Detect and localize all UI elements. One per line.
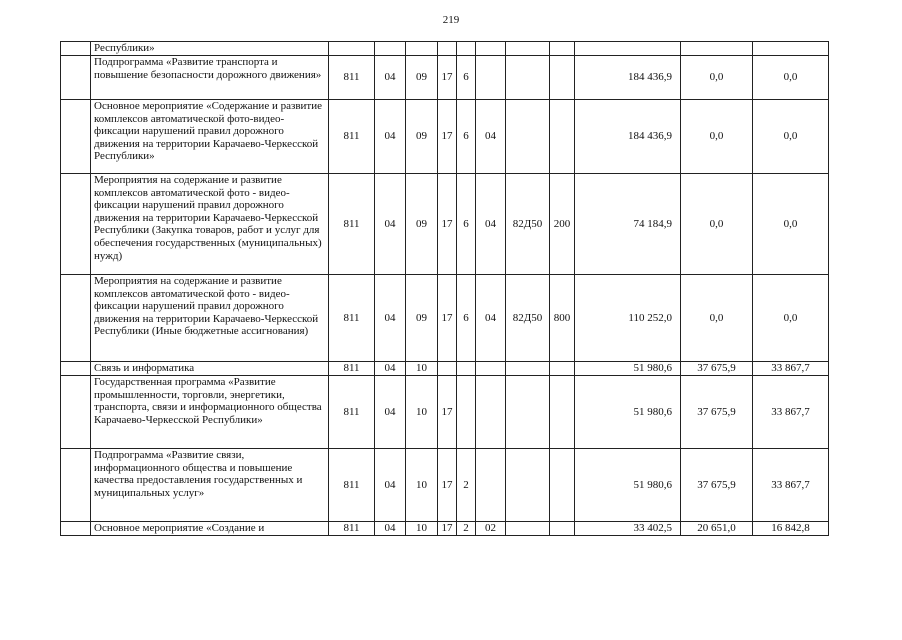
table-row	[61, 100, 829, 174]
code-subprogram	[457, 362, 476, 376]
amount-year-1: 184 436,9	[575, 56, 681, 100]
code-expense-type	[550, 100, 575, 174]
table-row	[61, 362, 829, 376]
row-name: Мероприятия на содержание и развитие комплексов автоматической фото - видео-фиксации нарушений правил дорожного движения на территории Карачаево-Черкесской Республики (Иные бюджетные ассигнования)	[91, 275, 329, 362]
code-event: 04	[476, 275, 506, 362]
table-row	[61, 522, 829, 536]
code-podrazdel: 10	[406, 362, 438, 376]
code-razdel: 04	[375, 449, 406, 522]
row-index-cell	[61, 174, 91, 275]
row-name: Республики»	[91, 42, 329, 56]
row-index-cell	[61, 522, 91, 536]
row-index-cell	[61, 42, 91, 56]
row-index-cell	[61, 376, 91, 449]
row-name: Государственная программа «Развитие промышленности, торговли, энергетики, транспорта, связи и информационного общества Карачаево-Черкесской Республики»	[91, 376, 329, 449]
amount-year-3: 0,0	[753, 56, 829, 100]
code-event	[476, 376, 506, 449]
row-name: Связь и информатика	[91, 362, 329, 376]
code-program: 17	[438, 100, 457, 174]
code-expense-type	[550, 42, 575, 56]
code-podrazdel: 10	[406, 449, 438, 522]
amount-year-3: 33 867,7	[753, 362, 829, 376]
code-razdel: 04	[375, 275, 406, 362]
code-direction	[506, 42, 550, 56]
row-name: Подпрограмма «Развитие связи, информационного общества и повышение качества предоставления государственных и муниципальных услуг»	[91, 449, 329, 522]
code-event: 04	[476, 174, 506, 275]
table-row	[61, 376, 829, 449]
code-program: 17	[438, 449, 457, 522]
amount-year-1: 110 252,0	[575, 275, 681, 362]
amount-year-2: 37 675,9	[681, 449, 753, 522]
amount-year-3: 0,0	[753, 275, 829, 362]
code-podrazdel: 09	[406, 56, 438, 100]
amount-year-3	[753, 42, 829, 56]
row-name: Подпрограмма «Развитие транспорта и повышение безопасности дорожного движения»	[91, 56, 329, 100]
code-vedomstvo: 811	[329, 174, 375, 275]
row-index-cell	[61, 100, 91, 174]
code-direction	[506, 522, 550, 536]
amount-year-2: 37 675,9	[681, 362, 753, 376]
table-row	[61, 174, 829, 275]
code-program: 17	[438, 56, 457, 100]
row-index-cell	[61, 449, 91, 522]
code-subprogram: 6	[457, 174, 476, 275]
amount-year-2: 20 651,0	[681, 522, 753, 536]
amount-year-1: 51 980,6	[575, 362, 681, 376]
amount-year-1: 184 436,9	[575, 100, 681, 174]
code-direction	[506, 362, 550, 376]
row-index-cell	[61, 275, 91, 362]
code-subprogram: 2	[457, 449, 476, 522]
code-program: 17	[438, 275, 457, 362]
code-event: 02	[476, 522, 506, 536]
code-razdel: 04	[375, 522, 406, 536]
code-razdel: 04	[375, 56, 406, 100]
code-subprogram: 2	[457, 522, 476, 536]
code-direction	[506, 100, 550, 174]
code-razdel: 04	[375, 362, 406, 376]
code-razdel: 04	[375, 376, 406, 449]
code-vedomstvo: 811	[329, 376, 375, 449]
row-index-cell	[61, 56, 91, 100]
amount-year-1: 33 402,5	[575, 522, 681, 536]
amount-year-1: 74 184,9	[575, 174, 681, 275]
amount-year-2: 0,0	[681, 56, 753, 100]
code-program: 17	[438, 174, 457, 275]
code-podrazdel: 09	[406, 174, 438, 275]
code-expense-type	[550, 362, 575, 376]
code-subprogram: 6	[457, 100, 476, 174]
code-event	[476, 449, 506, 522]
code-event	[476, 56, 506, 100]
code-program	[438, 362, 457, 376]
code-vedomstvo: 811	[329, 275, 375, 362]
code-expense-type	[550, 522, 575, 536]
code-subprogram: 6	[457, 275, 476, 362]
table-row	[61, 449, 829, 522]
amount-year-2: 37 675,9	[681, 376, 753, 449]
code-event	[476, 42, 506, 56]
row-name: Основное мероприятие «Содержание и развитие комплексов автоматической фото-видео-фиксации нарушений правил дорожного движения на территории Карачаево-Черкесской Республики»	[91, 100, 329, 174]
code-podrazdel: 09	[406, 100, 438, 174]
code-vedomstvo	[329, 42, 375, 56]
amount-year-1: 51 980,6	[575, 376, 681, 449]
code-event	[476, 362, 506, 376]
amount-year-2: 0,0	[681, 174, 753, 275]
amount-year-3: 0,0	[753, 174, 829, 275]
code-vedomstvo: 811	[329, 56, 375, 100]
code-expense-type	[550, 56, 575, 100]
code-podrazdel: 10	[406, 522, 438, 536]
code-razdel: 04	[375, 174, 406, 275]
code-vedomstvo: 811	[329, 100, 375, 174]
code-direction	[506, 449, 550, 522]
code-vedomstvo: 811	[329, 362, 375, 376]
code-razdel: 04	[375, 100, 406, 174]
code-podrazdel	[406, 42, 438, 56]
code-expense-type: 800	[550, 275, 575, 362]
table-row	[61, 42, 829, 56]
page-number: 219	[442, 14, 460, 26]
amount-year-2	[681, 42, 753, 56]
code-subprogram	[457, 376, 476, 449]
code-subprogram: 6	[457, 56, 476, 100]
code-direction: 82Д50	[506, 174, 550, 275]
code-razdel	[375, 42, 406, 56]
row-name: Основное мероприятие «Создание и	[91, 522, 329, 536]
code-direction	[506, 376, 550, 449]
code-vedomstvo: 811	[329, 449, 375, 522]
amount-year-3: 33 867,7	[753, 449, 829, 522]
code-expense-type: 200	[550, 174, 575, 275]
code-program	[438, 42, 457, 56]
code-podrazdel: 09	[406, 275, 438, 362]
amount-year-2: 0,0	[681, 100, 753, 174]
amount-year-1	[575, 42, 681, 56]
table-row	[61, 275, 829, 362]
row-index-cell	[61, 362, 91, 376]
row-name: Мероприятия на содержание и развитие комплексов автоматической фото - видео-фиксации нарушений правил дорожного движения на территории Карачаево-Черкесской Республики (Закупка товаров, работ и услуг для обеспечения государственных (муниципальных) нужд)	[91, 174, 329, 275]
amount-year-3: 33 867,7	[753, 376, 829, 449]
code-expense-type	[550, 376, 575, 449]
code-expense-type	[550, 449, 575, 522]
code-event: 04	[476, 100, 506, 174]
code-direction: 82Д50	[506, 275, 550, 362]
code-subprogram	[457, 42, 476, 56]
budget-table	[60, 41, 829, 536]
code-podrazdel: 10	[406, 376, 438, 449]
code-direction	[506, 56, 550, 100]
code-program: 17	[438, 522, 457, 536]
amount-year-3: 16 842,8	[753, 522, 829, 536]
table-row	[61, 56, 829, 100]
amount-year-3: 0,0	[753, 100, 829, 174]
code-program: 17	[438, 376, 457, 449]
amount-year-1: 51 980,6	[575, 449, 681, 522]
amount-year-2: 0,0	[681, 275, 753, 362]
code-vedomstvo: 811	[329, 522, 375, 536]
